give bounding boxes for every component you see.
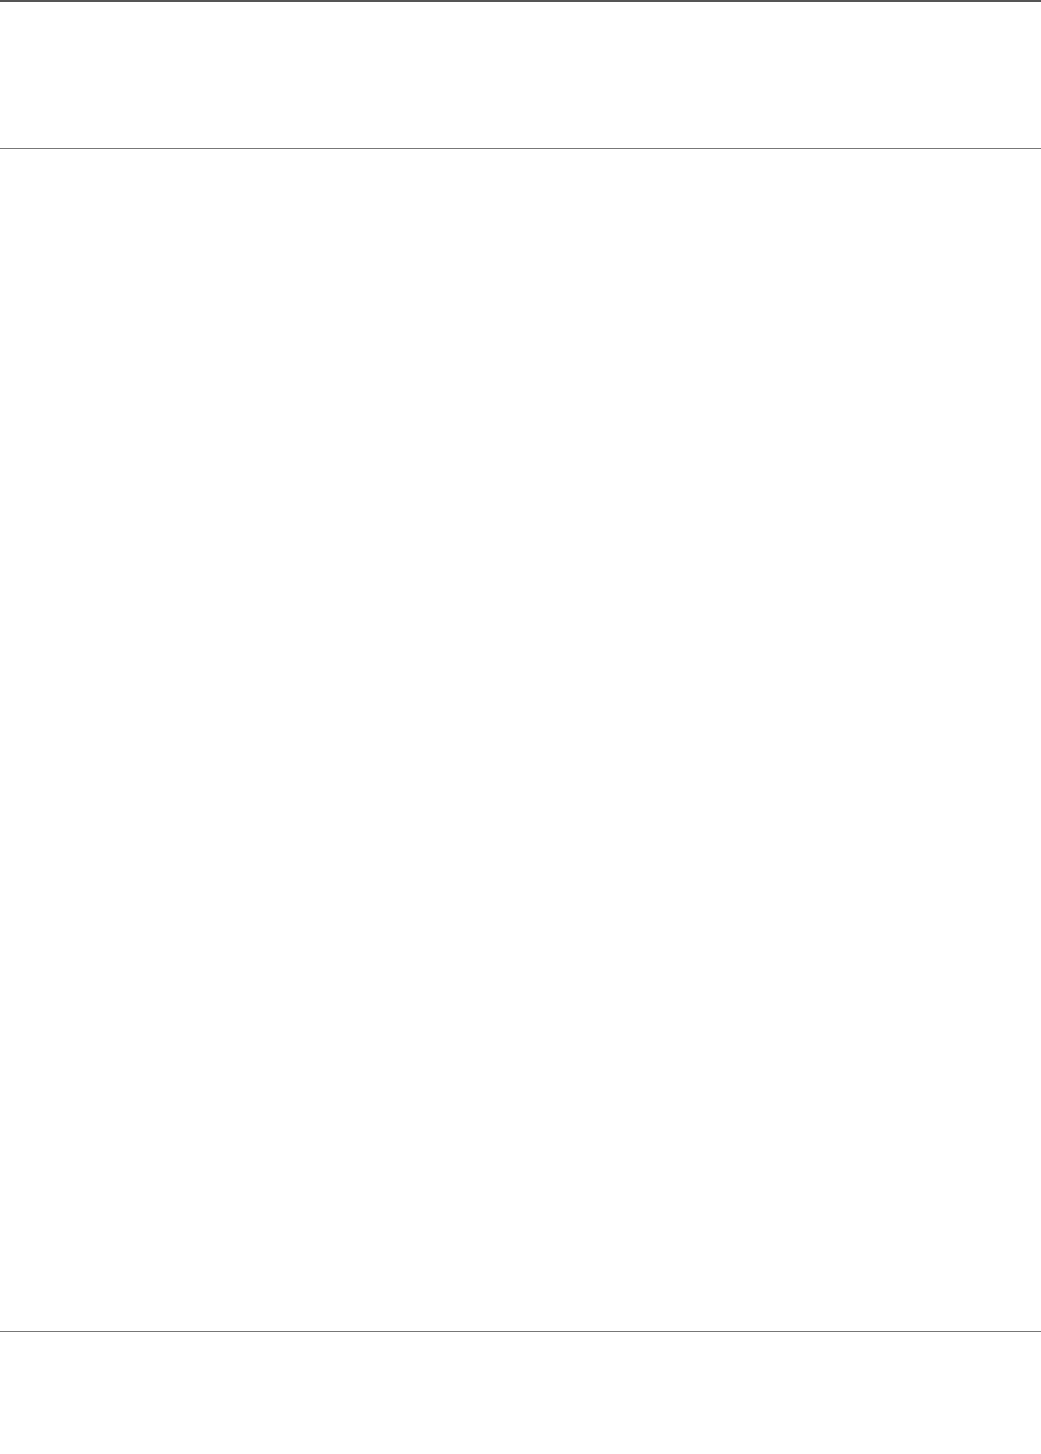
table-bottom-rule (0, 1331, 1041, 1332)
header-bottom-rule (0, 148, 1041, 149)
table-top-rule (0, 0, 1041, 2)
